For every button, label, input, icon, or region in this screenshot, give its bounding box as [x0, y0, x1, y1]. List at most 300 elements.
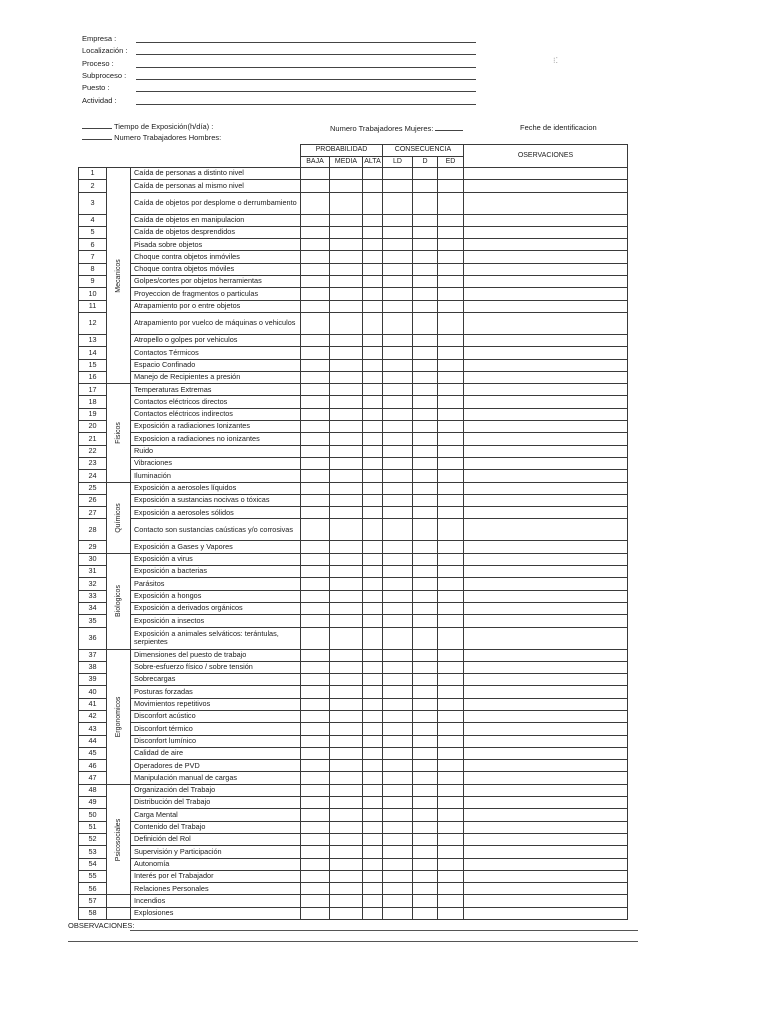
alta-cell[interactable] [363, 251, 383, 263]
media-cell[interactable] [330, 288, 363, 300]
ld-cell[interactable] [383, 519, 413, 541]
media-cell[interactable] [330, 710, 363, 722]
ld-cell[interactable] [383, 408, 413, 420]
observaciones-cell[interactable] [464, 494, 628, 506]
ld-cell[interactable] [383, 858, 413, 870]
alta-cell[interactable] [363, 553, 383, 565]
d-cell[interactable] [413, 263, 438, 275]
ed-cell[interactable] [438, 519, 464, 541]
media-cell[interactable] [330, 168, 363, 180]
ld-cell[interactable] [383, 371, 413, 383]
d-cell[interactable] [413, 239, 438, 251]
d-cell[interactable] [413, 312, 438, 334]
alta-cell[interactable] [363, 421, 383, 433]
ld-cell[interactable] [383, 833, 413, 845]
ed-cell[interactable] [438, 359, 464, 371]
alta-cell[interactable] [363, 735, 383, 747]
d-cell[interactable] [413, 883, 438, 895]
media-cell[interactable] [330, 541, 363, 553]
alta-cell[interactable] [363, 674, 383, 686]
media-cell[interactable] [330, 661, 363, 673]
baja-cell[interactable] [301, 276, 330, 288]
baja-cell[interactable] [301, 482, 330, 494]
d-cell[interactable] [413, 168, 438, 180]
ed-cell[interactable] [438, 846, 464, 858]
d-cell[interactable] [413, 846, 438, 858]
media-cell[interactable] [330, 772, 363, 784]
observaciones-cell[interactable] [464, 833, 628, 845]
media-cell[interactable] [330, 494, 363, 506]
baja-cell[interactable] [301, 239, 330, 251]
observaciones-cell[interactable] [464, 858, 628, 870]
alta-cell[interactable] [363, 686, 383, 698]
alta-cell[interactable] [363, 214, 383, 226]
d-cell[interactable] [413, 615, 438, 627]
ed-cell[interactable] [438, 772, 464, 784]
baja-cell[interactable] [301, 359, 330, 371]
d-cell[interactable] [413, 590, 438, 602]
baja-cell[interactable] [301, 408, 330, 420]
d-cell[interactable] [413, 334, 438, 346]
media-cell[interactable] [330, 627, 363, 649]
observaciones-cell[interactable] [464, 735, 628, 747]
observaciones-cell[interactable] [464, 408, 628, 420]
ed-cell[interactable] [438, 445, 464, 457]
ld-cell[interactable] [383, 421, 413, 433]
baja-cell[interactable] [301, 384, 330, 396]
ld-cell[interactable] [383, 821, 413, 833]
alta-cell[interactable] [363, 433, 383, 445]
d-cell[interactable] [413, 300, 438, 312]
ld-cell[interactable] [383, 578, 413, 590]
observaciones-cell[interactable] [464, 263, 628, 275]
baja-cell[interactable] [301, 821, 330, 833]
baja-cell[interactable] [301, 870, 330, 882]
alta-cell[interactable] [363, 797, 383, 809]
ed-cell[interactable] [438, 907, 464, 919]
ed-cell[interactable] [438, 821, 464, 833]
baja-cell[interactable] [301, 686, 330, 698]
alta-cell[interactable] [363, 566, 383, 578]
media-cell[interactable] [330, 907, 363, 919]
d-cell[interactable] [413, 723, 438, 735]
observaciones-cell[interactable] [464, 760, 628, 772]
baja-cell[interactable] [301, 710, 330, 722]
d-cell[interactable] [413, 470, 438, 482]
observaciones-cell[interactable] [464, 300, 628, 312]
baja-cell[interactable] [301, 907, 330, 919]
media-cell[interactable] [330, 883, 363, 895]
ed-cell[interactable] [438, 433, 464, 445]
media-cell[interactable] [330, 686, 363, 698]
ld-cell[interactable] [383, 168, 413, 180]
ld-cell[interactable] [383, 334, 413, 346]
ed-cell[interactable] [438, 590, 464, 602]
alta-cell[interactable] [363, 895, 383, 907]
media-cell[interactable] [330, 674, 363, 686]
media-cell[interactable] [330, 334, 363, 346]
ed-cell[interactable] [438, 723, 464, 735]
ed-cell[interactable] [438, 627, 464, 649]
media-cell[interactable] [330, 833, 363, 845]
observaciones-cell[interactable] [464, 846, 628, 858]
baja-cell[interactable] [301, 371, 330, 383]
alta-cell[interactable] [363, 760, 383, 772]
d-cell[interactable] [413, 371, 438, 383]
header-field-line[interactable] [136, 104, 476, 105]
ld-cell[interactable] [383, 615, 413, 627]
baja-cell[interactable] [301, 735, 330, 747]
d-cell[interactable] [413, 226, 438, 238]
observaciones-cell[interactable] [464, 421, 628, 433]
ed-cell[interactable] [438, 735, 464, 747]
ed-cell[interactable] [438, 494, 464, 506]
media-cell[interactable] [330, 239, 363, 251]
header-field-line[interactable] [136, 42, 476, 43]
ed-cell[interactable] [438, 895, 464, 907]
media-cell[interactable] [330, 590, 363, 602]
ld-cell[interactable] [383, 300, 413, 312]
ed-cell[interactable] [438, 578, 464, 590]
ed-cell[interactable] [438, 180, 464, 192]
alta-cell[interactable] [363, 470, 383, 482]
observaciones-cell[interactable] [464, 445, 628, 457]
alta-cell[interactable] [363, 384, 383, 396]
ed-cell[interactable] [438, 553, 464, 565]
media-cell[interactable] [330, 809, 363, 821]
alta-cell[interactable] [363, 627, 383, 649]
baja-cell[interactable] [301, 627, 330, 649]
alta-cell[interactable] [363, 747, 383, 759]
baja-cell[interactable] [301, 615, 330, 627]
ed-cell[interactable] [438, 784, 464, 796]
baja-cell[interactable] [301, 846, 330, 858]
header-field-line[interactable] [136, 79, 476, 80]
ed-cell[interactable] [438, 421, 464, 433]
alta-cell[interactable] [363, 907, 383, 919]
media-cell[interactable] [330, 821, 363, 833]
ld-cell[interactable] [383, 883, 413, 895]
alta-cell[interactable] [363, 445, 383, 457]
ld-cell[interactable] [383, 553, 413, 565]
alta-cell[interactable] [363, 883, 383, 895]
ed-cell[interactable] [438, 347, 464, 359]
alta-cell[interactable] [363, 482, 383, 494]
media-cell[interactable] [330, 433, 363, 445]
observaciones-cell[interactable] [464, 661, 628, 673]
media-cell[interactable] [330, 553, 363, 565]
mujeres-blank[interactable] [435, 122, 463, 131]
baja-cell[interactable] [301, 883, 330, 895]
baja-cell[interactable] [301, 649, 330, 661]
ed-cell[interactable] [438, 674, 464, 686]
media-cell[interactable] [330, 263, 363, 275]
ed-cell[interactable] [438, 710, 464, 722]
d-cell[interactable] [413, 421, 438, 433]
observaciones-cell[interactable] [464, 566, 628, 578]
observaciones-cell[interactable] [464, 433, 628, 445]
ld-cell[interactable] [383, 347, 413, 359]
ed-cell[interactable] [438, 541, 464, 553]
alta-cell[interactable] [363, 519, 383, 541]
baja-cell[interactable] [301, 445, 330, 457]
alta-cell[interactable] [363, 263, 383, 275]
baja-cell[interactable] [301, 421, 330, 433]
alta-cell[interactable] [363, 846, 383, 858]
baja-cell[interactable] [301, 192, 330, 214]
ld-cell[interactable] [383, 180, 413, 192]
ed-cell[interactable] [438, 457, 464, 469]
alta-cell[interactable] [363, 784, 383, 796]
ed-cell[interactable] [438, 833, 464, 845]
ed-cell[interactable] [438, 566, 464, 578]
observaciones-cell[interactable] [464, 698, 628, 710]
ld-cell[interactable] [383, 214, 413, 226]
ld-cell[interactable] [383, 384, 413, 396]
ld-cell[interactable] [383, 470, 413, 482]
ed-cell[interactable] [438, 276, 464, 288]
ed-cell[interactable] [438, 396, 464, 408]
ed-cell[interactable] [438, 384, 464, 396]
baja-cell[interactable] [301, 312, 330, 334]
d-cell[interactable] [413, 288, 438, 300]
alta-cell[interactable] [363, 359, 383, 371]
ld-cell[interactable] [383, 674, 413, 686]
ed-cell[interactable] [438, 470, 464, 482]
media-cell[interactable] [330, 723, 363, 735]
baja-cell[interactable] [301, 723, 330, 735]
ld-cell[interactable] [383, 723, 413, 735]
observaciones-cell[interactable] [464, 747, 628, 759]
ld-cell[interactable] [383, 686, 413, 698]
observaciones-cell[interactable] [464, 288, 628, 300]
d-cell[interactable] [413, 359, 438, 371]
observaciones-cell[interactable] [464, 883, 628, 895]
baja-cell[interactable] [301, 457, 330, 469]
observaciones-cell[interactable] [464, 772, 628, 784]
ed-cell[interactable] [438, 883, 464, 895]
ed-cell[interactable] [438, 507, 464, 519]
media-cell[interactable] [330, 384, 363, 396]
observaciones-cell[interactable] [464, 686, 628, 698]
media-cell[interactable] [330, 760, 363, 772]
media-cell[interactable] [330, 192, 363, 214]
media-cell[interactable] [330, 396, 363, 408]
ld-cell[interactable] [383, 312, 413, 334]
observaciones-cell[interactable] [464, 797, 628, 809]
baja-cell[interactable] [301, 396, 330, 408]
d-cell[interactable] [413, 457, 438, 469]
baja-cell[interactable] [301, 553, 330, 565]
alta-cell[interactable] [363, 276, 383, 288]
ld-cell[interactable] [383, 239, 413, 251]
baja-cell[interactable] [301, 519, 330, 541]
media-cell[interactable] [330, 226, 363, 238]
observaciones-cell[interactable] [464, 470, 628, 482]
tiempo-blank[interactable] [82, 120, 112, 129]
ld-cell[interactable] [383, 846, 413, 858]
ld-cell[interactable] [383, 661, 413, 673]
ld-cell[interactable] [383, 797, 413, 809]
alta-cell[interactable] [363, 347, 383, 359]
d-cell[interactable] [413, 507, 438, 519]
alta-cell[interactable] [363, 615, 383, 627]
baja-cell[interactable] [301, 772, 330, 784]
d-cell[interactable] [413, 578, 438, 590]
observaciones-cell[interactable] [464, 239, 628, 251]
ed-cell[interactable] [438, 649, 464, 661]
observaciones-cell[interactable] [464, 276, 628, 288]
ld-cell[interactable] [383, 627, 413, 649]
media-cell[interactable] [330, 698, 363, 710]
media-cell[interactable] [330, 445, 363, 457]
ld-cell[interactable] [383, 760, 413, 772]
observaciones-cell[interactable] [464, 723, 628, 735]
observaciones-cell[interactable] [464, 907, 628, 919]
baja-cell[interactable] [301, 251, 330, 263]
observaciones-cell[interactable] [464, 457, 628, 469]
alta-cell[interactable] [363, 507, 383, 519]
ed-cell[interactable] [438, 602, 464, 614]
ed-cell[interactable] [438, 747, 464, 759]
observaciones-cell[interactable] [464, 578, 628, 590]
ld-cell[interactable] [383, 433, 413, 445]
observaciones-cell[interactable] [464, 334, 628, 346]
d-cell[interactable] [413, 747, 438, 759]
d-cell[interactable] [413, 710, 438, 722]
alta-cell[interactable] [363, 578, 383, 590]
ed-cell[interactable] [438, 300, 464, 312]
baja-cell[interactable] [301, 433, 330, 445]
ed-cell[interactable] [438, 214, 464, 226]
baja-cell[interactable] [301, 347, 330, 359]
d-cell[interactable] [413, 214, 438, 226]
d-cell[interactable] [413, 276, 438, 288]
alta-cell[interactable] [363, 192, 383, 214]
media-cell[interactable] [330, 895, 363, 907]
media-cell[interactable] [330, 846, 363, 858]
baja-cell[interactable] [301, 858, 330, 870]
media-cell[interactable] [330, 371, 363, 383]
ld-cell[interactable] [383, 566, 413, 578]
observaciones-cell[interactable] [464, 553, 628, 565]
ed-cell[interactable] [438, 334, 464, 346]
baja-cell[interactable] [301, 797, 330, 809]
ld-cell[interactable] [383, 698, 413, 710]
ld-cell[interactable] [383, 649, 413, 661]
d-cell[interactable] [413, 251, 438, 263]
alta-cell[interactable] [363, 809, 383, 821]
baja-cell[interactable] [301, 566, 330, 578]
ed-cell[interactable] [438, 797, 464, 809]
observaciones-cell[interactable] [464, 710, 628, 722]
ld-cell[interactable] [383, 747, 413, 759]
alta-cell[interactable] [363, 541, 383, 553]
ld-cell[interactable] [383, 192, 413, 214]
baja-cell[interactable] [301, 784, 330, 796]
ed-cell[interactable] [438, 226, 464, 238]
media-cell[interactable] [330, 312, 363, 334]
ld-cell[interactable] [383, 809, 413, 821]
d-cell[interactable] [413, 347, 438, 359]
media-cell[interactable] [330, 347, 363, 359]
alta-cell[interactable] [363, 494, 383, 506]
observaciones-cell[interactable] [464, 541, 628, 553]
observaciones-cell[interactable] [464, 590, 628, 602]
d-cell[interactable] [413, 661, 438, 673]
media-cell[interactable] [330, 300, 363, 312]
observaciones-cell[interactable] [464, 359, 628, 371]
ld-cell[interactable] [383, 251, 413, 263]
alta-cell[interactable] [363, 590, 383, 602]
media-cell[interactable] [330, 578, 363, 590]
ld-cell[interactable] [383, 276, 413, 288]
ed-cell[interactable] [438, 408, 464, 420]
media-cell[interactable] [330, 421, 363, 433]
observaciones-cell[interactable] [464, 895, 628, 907]
baja-cell[interactable] [301, 334, 330, 346]
ed-cell[interactable] [438, 168, 464, 180]
alta-cell[interactable] [363, 821, 383, 833]
media-cell[interactable] [330, 747, 363, 759]
alta-cell[interactable] [363, 408, 383, 420]
ed-cell[interactable] [438, 482, 464, 494]
alta-cell[interactable] [363, 723, 383, 735]
baja-cell[interactable] [301, 180, 330, 192]
d-cell[interactable] [413, 772, 438, 784]
alta-cell[interactable] [363, 288, 383, 300]
ed-cell[interactable] [438, 858, 464, 870]
media-cell[interactable] [330, 507, 363, 519]
baja-cell[interactable] [301, 895, 330, 907]
ld-cell[interactable] [383, 784, 413, 796]
ld-cell[interactable] [383, 288, 413, 300]
d-cell[interactable] [413, 541, 438, 553]
ed-cell[interactable] [438, 263, 464, 275]
alta-cell[interactable] [363, 698, 383, 710]
observaciones-cell[interactable] [464, 809, 628, 821]
alta-cell[interactable] [363, 870, 383, 882]
d-cell[interactable] [413, 674, 438, 686]
ld-cell[interactable] [383, 541, 413, 553]
d-cell[interactable] [413, 858, 438, 870]
d-cell[interactable] [413, 784, 438, 796]
media-cell[interactable] [330, 735, 363, 747]
baja-cell[interactable] [301, 833, 330, 845]
d-cell[interactable] [413, 482, 438, 494]
media-cell[interactable] [330, 482, 363, 494]
alta-cell[interactable] [363, 457, 383, 469]
ed-cell[interactable] [438, 615, 464, 627]
observaciones-cell[interactable] [464, 312, 628, 334]
media-cell[interactable] [330, 214, 363, 226]
observaciones-cell[interactable] [464, 507, 628, 519]
alta-cell[interactable] [363, 772, 383, 784]
ld-cell[interactable] [383, 494, 413, 506]
ld-cell[interactable] [383, 907, 413, 919]
media-cell[interactable] [330, 180, 363, 192]
alta-cell[interactable] [363, 661, 383, 673]
header-field-line[interactable] [136, 54, 476, 55]
ld-cell[interactable] [383, 457, 413, 469]
media-cell[interactable] [330, 359, 363, 371]
alta-cell[interactable] [363, 239, 383, 251]
observaciones-cell[interactable] [464, 602, 628, 614]
d-cell[interactable] [413, 870, 438, 882]
d-cell[interactable] [413, 649, 438, 661]
d-cell[interactable] [413, 553, 438, 565]
media-cell[interactable] [330, 457, 363, 469]
